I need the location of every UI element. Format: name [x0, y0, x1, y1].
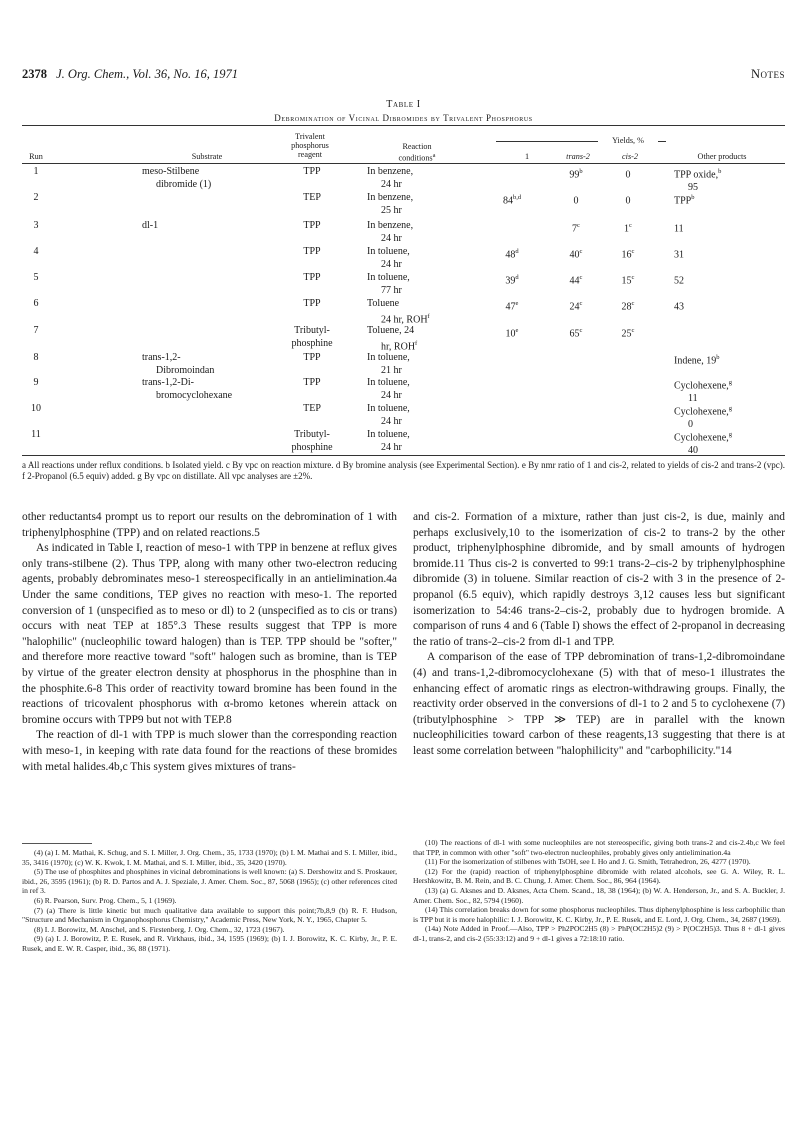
reference-item: (7) (a) There is little kinetic but much qualitative data available to support this point;7b,8,9 (b) R. F. Hudson, "Structure and Mechanism in Organophosphorus Chemistry," Academic Press, New York, N. Y., 1965, Chapter 5.: [22, 905, 397, 925]
reference-item: (9) (a) I. J. Borowitz, P. E. Rusek, and R. Virkhaus, ibid., 34, 1595 (1969); (b) I. J. Borowitz, K. C. Kirby, Jr., P. E. Rusek, and E. W. R. Casper, ibid., 36, 88 (1971).: [22, 934, 397, 953]
reagent-cell: [272, 272, 352, 285]
running-header: [22, 67, 785, 83]
yield-cis-2-value: 25: [621, 328, 632, 340]
header-conditions-footnote-mark: a: [432, 152, 436, 160]
reagent-line: TPP: [303, 272, 321, 283]
other-products-line: [674, 429, 784, 445]
table-bottom-rule: [22, 455, 785, 456]
yield-trans-2: [554, 298, 598, 314]
yield-trans-2-value: 40: [569, 249, 580, 261]
run-number: 9: [33, 377, 39, 388]
reagent-cell: [272, 166, 352, 179]
yield-cis-2-value: 0: [625, 195, 631, 207]
other-products-line: [674, 272, 784, 288]
other-products-line: [674, 166, 784, 182]
other-products-line: 0: [688, 418, 693, 430]
conditions-line: In benzene,: [367, 192, 414, 203]
yield-trans-2: [554, 246, 598, 262]
other-products-text-footnote-mark: b: [691, 194, 695, 201]
yield-trans-2-value-footnote-mark: b: [579, 168, 583, 175]
substrate-line: meso-Stilbene: [142, 166, 200, 177]
other-products-text-footnote-mark: b: [718, 168, 722, 175]
results-table: [22, 125, 785, 460]
reference-item: (6) R. Pearson, Surv. Prog. Chem., 5, 1 (1969).: [34, 895, 177, 905]
other-products-text: Cyclohexene,: [674, 406, 729, 418]
reagent-cell: [272, 352, 352, 365]
yield-cis-2-value: 15: [621, 275, 632, 287]
other-products-text: 52: [674, 275, 684, 287]
yield-compound-1-value: 48: [505, 249, 516, 261]
paragraph: The reaction of dl-1 with TPP is much slower than the corresponding reaction with meso-1, in keeping with rate data found for the reactions of these bromides with metal halides.4b,c This system gives mixtures of trans-: [22, 729, 397, 773]
table-title: Debromination of Vicinal Dibromides by Trivalent Phosphorus: [274, 113, 533, 123]
yield-trans-2-value-footnote-mark: c: [579, 327, 583, 334]
conditions-cell: [367, 352, 482, 377]
conditions-line: 24 hr: [381, 415, 402, 427]
reagent-cell: [272, 192, 352, 205]
reference-item: (4) (a) I. M. Mathai, K. Schug, and S. I. Miller, J. Org. Chem., 35, 1733 (1970); (b) I. M. Mathai and S. I. Miller, ibid., 35, 3416 (1970); (c) W. K. Kwok, I. M. Mathai, and S. I. Miller, ibid., 35, 3420 (1970).: [22, 848, 397, 867]
reagent-line: TPP: [303, 298, 321, 309]
yield-compound-1-value-footnote-mark: e: [515, 300, 519, 307]
yield-trans-2-value: 99: [569, 169, 580, 181]
yield-compound-1-value-footnote-mark: d: [515, 248, 519, 255]
yield-compound-1-value: 10: [505, 328, 516, 340]
substrate-line: trans-1,2-Di-: [142, 377, 194, 388]
yield-trans-2: [554, 325, 598, 341]
conditions-cell: [367, 246, 482, 271]
conditions-cell: [367, 298, 482, 326]
yield-compound-1-value: 84: [502, 195, 513, 207]
yield-compound-1: [492, 246, 532, 262]
conditions-line: In toluene,: [367, 352, 410, 363]
yield-trans-2-value: 24: [569, 301, 580, 313]
yield-trans-2-value-footnote-mark: c: [579, 300, 583, 307]
conditions-line: 24 hr: [381, 258, 402, 270]
header-reagent-line: Trivalent: [295, 132, 325, 141]
yield-trans-2-value-footnote-mark: c: [577, 222, 580, 229]
other-products-text-footnote-mark: g: [728, 405, 732, 412]
conditions-cell: [367, 166, 482, 191]
reference-item: (12) For the (rapid) reaction of triphenylphosphine dibromide with related alcohols, see G. A. Wiley, R. L. Hershkowitz, B. M. Rein, and B. C. Chung, J. Amer. Chem. Soc., 86, 964 (1964).: [413, 866, 785, 886]
yield-trans-2: [554, 192, 598, 208]
other-products-line: [674, 352, 784, 368]
section-name: Notes: [750, 67, 785, 81]
conditions-line: Toluene: [367, 298, 400, 309]
conditions-text-footnote-mark: f: [415, 339, 418, 347]
other-products-line: 95: [688, 181, 698, 193]
conditions-line: In benzene,: [367, 220, 414, 231]
page-number: 2378: [22, 67, 47, 81]
table-header-rule: [22, 163, 785, 164]
other-products-cell: [674, 192, 784, 208]
conditions-line: In toluene,: [367, 377, 410, 388]
yield-trans-2-value: 0: [573, 195, 579, 207]
run-number: 8: [33, 352, 39, 363]
other-products-cell: [674, 166, 784, 194]
yield-cis-2-value: 0: [625, 169, 631, 181]
other-products-cell: [674, 220, 784, 236]
substrate-cell: [142, 220, 282, 233]
other-products-cell: [674, 246, 784, 262]
run-number: 11: [31, 429, 41, 440]
reagent-line: TEP: [303, 192, 321, 203]
header-other-products: Other products: [697, 152, 747, 161]
conditions-line: In benzene,: [367, 166, 414, 177]
reference-item: (5) The use of phosphites and phosphines in vicinal debrominations is well known: (a) S. Dershowitz and S. Proskauer, ibid., 26, 3595 (1961); (b) R. D. Partos and A. J. Speziale, J. Amer. Chem. Soc., 87, 5068 (1965); (c) other references cited in ref 3.: [22, 867, 397, 896]
reagent-cell: [272, 220, 352, 233]
run-number: 2: [33, 192, 39, 203]
reagent-line: TPP: [303, 246, 321, 257]
other-products-text: 11: [674, 223, 684, 235]
body-column-left: [22, 510, 397, 775]
conditions-line: In toluene,: [367, 246, 410, 257]
conditions-line: 21 hr: [381, 364, 402, 376]
conditions-text: 24 hr, ROH: [381, 313, 428, 325]
paragraph: and cis-2. Formation of a mixture, rather than just cis-2, is due, mainly and perhaps exclusively,10 to the isomerization of cis-2 to trans-2 by the other product, triphenylphosphine dibromide, and by small amounts of hydrogen bromide.11 Thus cis-2 is converted to 99:1 trans-2–cis-2 by triphenylphosphine dibromide (3) in toluene. Similar reaction of cis-2 with 3 in the presence of 2-propanol (6.5 equiv), which rapidly destroys 3,12 causes less but significant isomerization to 54:46 trans-2–cis-2, probably due to hydrogen bromide. A comparison of runs 4 and 6 (Table I) shows the effect of 2-propanol in decreasing the ratio of trans-2–cis-2 from dl-1 and TPP.: [413, 511, 785, 648]
body-column-right: [413, 510, 785, 760]
yield-compound-1-value: 47: [505, 301, 516, 313]
yield-trans-2-value-footnote-mark: c: [579, 248, 583, 255]
other-products-text: TPP oxide,: [674, 169, 719, 181]
reagent-line: TPP: [303, 220, 321, 231]
other-products-line: [674, 377, 784, 393]
paragraph: A comparison of the ease of TPP debromination of trans-1,2-dibromoindane (4) and trans-1,2-dibromocyclohexane (5) with that of meso-1 illustrates the enhancing effect of aromatic rings as electron-withdrawing groups. Finally, the reactivity order observed in the conversions of dl-1 to 2 and 5 to cyclohexene (7) (tributylphosphine > TPP ≫ TEP) are in parallel with the known nucleophilicities toward carbon of these reagents,13 suggesting that there is at least some correlation between "halophilicity" and "carbophilicity."14: [413, 651, 785, 757]
other-products-line: [674, 246, 784, 262]
yield-compound-1-value: 39: [505, 275, 516, 287]
yield-trans-2-value-footnote-mark: c: [579, 274, 583, 281]
reagent-line: TPP: [303, 352, 321, 363]
other-products-cell: [674, 377, 784, 405]
yield-compound-1-value-footnote-mark: e: [515, 327, 519, 334]
substrate-line: Dibromoindan: [156, 364, 215, 376]
header-trans-2: trans-2: [566, 152, 590, 161]
yield-cis-2-value-footnote-mark: c: [631, 248, 635, 255]
reagent-line: phosphine: [291, 441, 333, 453]
run-number: 1: [33, 166, 39, 177]
reagent-cell: [272, 298, 352, 311]
substrate-line: trans-1,2-: [142, 352, 181, 363]
header-cis-2: cis-2: [622, 152, 638, 161]
other-products-line: [674, 220, 784, 236]
conditions-line: 24 hr: [381, 232, 402, 244]
header-conditions: [377, 142, 457, 163]
other-products-text-footnote-mark: g: [728, 379, 732, 386]
conditions-text-footnote-mark: f: [427, 312, 430, 320]
other-products-cell: [674, 272, 784, 288]
conditions-cell: [367, 272, 482, 297]
run-number: 10: [31, 403, 41, 414]
conditions-cell: [367, 192, 482, 217]
header-run: Run: [29, 152, 43, 161]
yield-cis-2: [606, 220, 650, 236]
reagent-line: TEP: [303, 403, 321, 414]
other-products-text-footnote-mark: g: [728, 431, 732, 438]
header-reagent-line: reagent: [297, 150, 323, 160]
other-products-cell: [674, 298, 784, 314]
header-reagent: [270, 132, 350, 160]
yield-trans-2: [554, 220, 598, 236]
yield-compound-1: [492, 325, 532, 341]
substrate-cell: [142, 377, 282, 402]
reference-item: (10) The reactions of dl-1 with some nucleophiles are not stereospecific, giving both trans-2 and cis-2.4b,c We feel that TPP, in common with other "soft" two-electron nucleophiles, probably gives only antielimination.4a: [413, 838, 785, 857]
substrate-line: dl-1: [142, 220, 159, 231]
substrate-cell: [142, 166, 282, 191]
reagent-cell: [272, 429, 352, 454]
references-left: [22, 848, 397, 954]
other-products-line: [674, 192, 784, 208]
other-products-cell: [674, 429, 784, 457]
header-compound-1: 1: [524, 152, 530, 161]
paragraph: other reductants4 prompt us to report our results on the debromination of 1 with triphenylphosphine (TPP) and on related reactions.5: [22, 511, 397, 539]
footnote-separator: [22, 843, 92, 844]
journal-citation: J. Org. Chem., Vol. 36, No. 16, 1971: [56, 67, 238, 81]
other-products-text: Cyclohexene,: [674, 380, 729, 392]
reference-item: (13) (a) G. Aksnes and D. Aksnes, Acta Chem. Scand., 18, 38 (1964); (b) W. A. Henderson, Jr., and S. A. Buckler, J. Amer. Chem. Soc., 82, 5794 (1960).: [413, 885, 785, 905]
other-products-line: [674, 298, 784, 314]
run-number: 6: [33, 298, 39, 309]
yield-cis-2: [606, 166, 650, 182]
conditions-line: [367, 338, 482, 354]
yield-cis-2-value: 16: [621, 249, 632, 261]
yield-cis-2-value-footnote-mark: c: [631, 327, 635, 334]
yield-trans-2: [554, 166, 598, 182]
other-products-text: 31: [674, 249, 684, 261]
reference-item: (8) I. J. Borowitz, M. Anschel, and S. Firstenberg, J. Org. Chem., 32, 1723 (1967).: [34, 924, 285, 934]
conditions-line: In toluene,: [367, 272, 410, 283]
yield-trans-2: [554, 272, 598, 288]
table-label: Table I: [386, 99, 421, 110]
header-conditions-line: conditions: [398, 153, 433, 163]
yield-cis-2-value-footnote-mark: c: [631, 300, 635, 307]
table-footnotes: a All reactions under reflux conditions. b Isolated yield. c By vpc on reaction mixture. d By bromine analysis (see Experimental Section). e By nmr ratio of 1 and cis-2, related to yields of cis-2 and trans-2 (vpc). f 2-Propanol (6.5 equiv) added. g By vpc on distillate. All vpc analyses are ±2%.: [22, 460, 785, 481]
other-products-text: Cyclohexene,: [674, 432, 729, 444]
yield-trans-2-value: 65: [569, 328, 580, 340]
yield-compound-1-value-footnote-mark: d: [515, 274, 519, 281]
yield-cis-2: [606, 192, 650, 208]
yield-cis-2: [606, 246, 650, 262]
conditions-line: 25 hr: [381, 204, 402, 216]
yield-compound-1: [492, 298, 532, 314]
header-reagent-line: phosphorus: [291, 141, 329, 151]
header-conditions-line: Reaction: [402, 142, 432, 151]
other-products-cell: [674, 352, 784, 368]
substrate-line: dibromide (1): [156, 178, 212, 190]
reagent-line: Tributyl-: [294, 325, 330, 336]
yield-cis-2-value-footnote-mark: c: [629, 222, 632, 229]
header-substrate: Substrate: [191, 152, 223, 161]
run-number: 4: [33, 246, 39, 257]
other-products-text: Indene, 19: [674, 355, 717, 367]
reagent-cell: [272, 403, 352, 416]
yield-compound-1-value-footnote-mark: b,d: [512, 194, 522, 201]
conditions-line: [367, 311, 482, 327]
other-products-line: [674, 403, 784, 419]
yield-cis-2: [606, 272, 650, 288]
yield-compound-1: [492, 192, 532, 208]
reference-item: (14) This correlation breaks down for some phosphorus nucleophiles. Thus diphenylphosphine is less carbophilic than is TPP but it is more halophilic: I. J. Borowitz, K. C. Kirby, Jr., P. E. Rusek, and E. Lord, J. Org. Chem., 34, 2687 (1969).: [413, 905, 785, 924]
conditions-cell: [367, 403, 482, 428]
references-right: [413, 838, 785, 944]
paragraph: As indicated in Table I, reaction of meso-1 with TPP in benzene at reflux gives only trans-stilbene (2). Thus TPP, along with many other two-electron reducing agents, probably debrominates meso-1 stereospecifically in an antielimination.4a Under the same conditions, TEP gives no reaction with meso-1. The reported conversion of 1 (unspecified as to meso or dl) to 2 (unspecified as to cis or trans) occurs with neat TEP at 185°.3 These results suggest that TPP is more "halophilic" (nucleophilic toward halogen) than is TEP. TPP should be "softer," and therefore more reactive toward "soft" halogen such as bromine, than is TEP by virtue of the greater electron density at phosphorus in the phosphine than in the phosphite.6-8 This order of reactivity toward bromine has been found in the reactions of tricovalent phosphorus with α-bromo ketones wherein attack on bromine occurs with TPP9 but not with TEP.8: [22, 542, 397, 726]
conditions-line: 24 hr: [381, 178, 402, 190]
reference-item: (14a) Note Added in Proof.—Also, TPP > Ph2POC2H5 (8) > PhP(OC2H5)2 (9) > P(OC2H5)3. Thus 8 + dl-1 gives dl-1, trans-2, and cis-2 (55:33:12) and 9 + dl-1 gives a 72:18:10 ratio.: [413, 924, 785, 943]
yield-cis-2-value-footnote-mark: c: [631, 274, 635, 281]
table-top-rule: [22, 125, 785, 126]
reagent-cell: [272, 246, 352, 259]
conditions-cell: [367, 220, 482, 245]
reagent-line: TPP: [303, 377, 321, 388]
other-products-line: 40: [688, 444, 698, 456]
reagent-cell: [272, 377, 352, 390]
conditions-cell: [367, 325, 482, 353]
conditions-text: hr, ROH: [381, 340, 416, 352]
yield-trans-2-value: 7: [572, 223, 578, 235]
reagent-line: phosphine: [291, 337, 333, 349]
conditions-cell: [367, 429, 482, 454]
conditions-line: 24 hr: [381, 441, 402, 453]
yield-cis-2-value: 1: [624, 223, 630, 235]
run-number: 3: [33, 220, 39, 231]
yield-cis-2: [606, 325, 650, 341]
run-number: 5: [33, 272, 39, 283]
run-number: 7: [33, 325, 39, 336]
conditions-line: In toluene,: [367, 403, 410, 414]
other-products-text-footnote-mark: b: [716, 354, 720, 361]
substrate-cell: [142, 352, 282, 377]
yield-cis-2: [606, 298, 650, 314]
other-products-cell: [674, 403, 784, 431]
yield-cis-2-value: 28: [621, 301, 632, 313]
conditions-line: In toluene,: [367, 429, 410, 440]
substrate-line: bromocyclohexane: [156, 389, 233, 401]
conditions-cell: [367, 377, 482, 402]
yield-trans-2-value: 44: [569, 275, 580, 287]
reagent-line: TPP: [303, 166, 321, 177]
reference-item: (11) For the isomerization of stilbenes with TsOH, see I. Ho and J. G. Smith, Tetrahedron, 26, 4277 (1970).: [425, 857, 751, 867]
other-products-line: 11: [688, 392, 698, 404]
reagent-line: Tributyl-: [294, 429, 330, 440]
conditions-line: Toluene, 24: [367, 325, 415, 336]
reagent-cell: [272, 325, 352, 350]
yield-compound-1: [492, 272, 532, 288]
conditions-line: 77 hr: [381, 284, 402, 296]
header-yields-group: Yields, %: [598, 136, 658, 145]
other-products-text: 43: [674, 301, 684, 313]
conditions-line: 24 hr: [381, 389, 402, 401]
other-products-text: TPP: [674, 195, 692, 207]
